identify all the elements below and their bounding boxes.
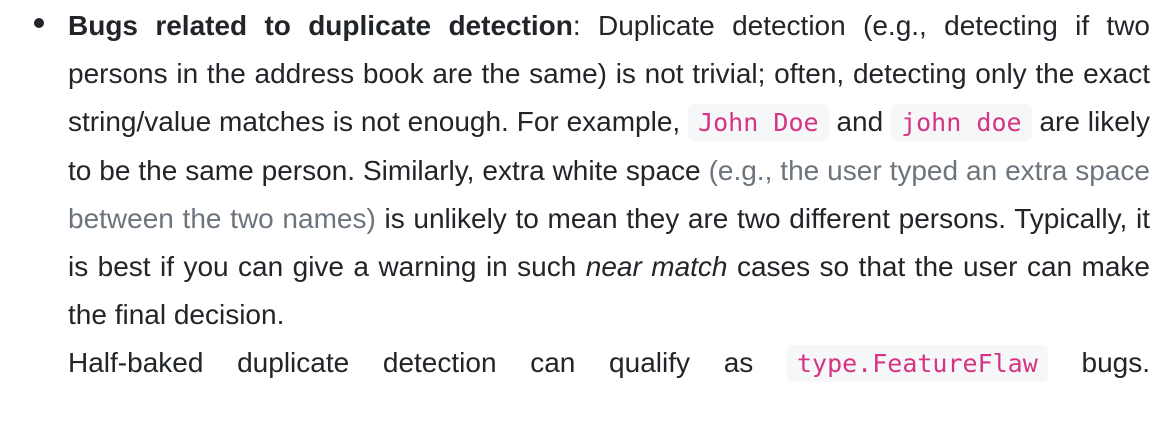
title-colon: : <box>572 10 599 41</box>
bullet-icon <box>34 18 44 28</box>
text-segment-2: are likely to be the same person. Similarly, extra white space <box>68 106 1151 186</box>
text-segment-3: is unlikely to mean they are two different persons. Typically, it is best if you can give a warning in such <box>68 203 1151 282</box>
list-item <box>68 2 1150 388</box>
code-john-doe-lowercase: john doe <box>891 104 1032 141</box>
text-segment-1: Duplicate detection (e.g., detecting if two persons in the address book are the same) is not trivial; often, detecting only the exact string/value matches is not enough. For example, <box>68 10 1151 137</box>
text-segment-4: cases so that the user can make the final decision. <box>68 251 1150 330</box>
italic-near-match: near match <box>585 251 728 282</box>
item-paragraph <box>68 2 1150 339</box>
code-john-doe-capitalized: John Doe <box>688 104 829 141</box>
item-paragraph-2 <box>68 339 1150 388</box>
text-segment-6: bugs. <box>1047 347 1150 378</box>
code-type-featureflaw: type.FeatureFlaw <box>787 345 1048 382</box>
text-segment-5: Half-baked duplicate detection can qualify as <box>68 347 787 378</box>
item-title: Bugs related to duplicate detection <box>68 10 573 41</box>
text-and: and <box>828 106 892 137</box>
muted-note: (e.g., the user typed an extra space between the two names) <box>68 155 1151 234</box>
